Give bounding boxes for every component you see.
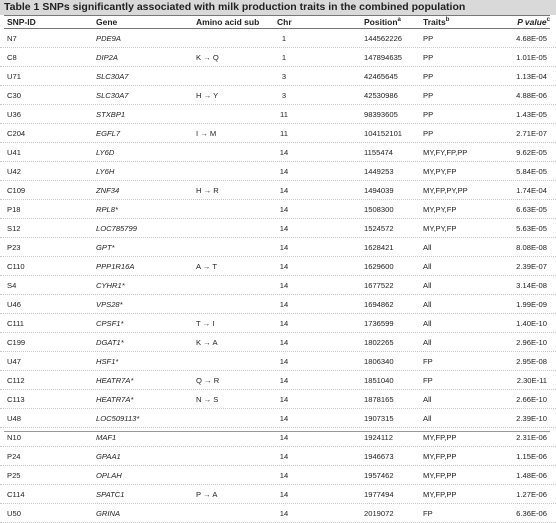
gene-cell: SLC30A7 xyxy=(96,72,129,81)
traits-cell: All xyxy=(423,300,432,309)
amino-acid-sub-cell: H → Y xyxy=(196,91,219,100)
gene-cell: LOC509113* xyxy=(96,414,140,423)
chr-cell: 11 xyxy=(280,110,288,119)
traits-cell: MY,FP,PP xyxy=(423,490,457,499)
p-value-cell: 1.01E-05 xyxy=(516,53,547,62)
snp-id-cell: C111 xyxy=(7,319,25,328)
chr-cell: 14 xyxy=(279,414,289,423)
chr-cell: 14 xyxy=(279,243,289,252)
amino-acid-sub-cell: A → T xyxy=(196,262,217,271)
position-cell: 1946673 xyxy=(364,452,394,461)
table-row xyxy=(0,48,556,67)
p-value-cell: 2.30E-11 xyxy=(516,376,547,385)
snp-id-cell: U46 xyxy=(7,300,21,309)
position-cell: 1449253 xyxy=(364,167,394,176)
traits-cell: PP xyxy=(423,72,434,81)
traits-cell: All xyxy=(423,319,432,328)
position-cell: 1508300 xyxy=(364,205,394,214)
snp-id-cell: C114 xyxy=(7,490,25,499)
position-cell: 1806340 xyxy=(364,357,394,366)
position-cell: 1977494 xyxy=(364,490,394,499)
traits-cell: MY,FP,PP xyxy=(423,433,457,442)
snp-id-cell: N10 xyxy=(7,433,21,442)
p-value-cell: 2.31E-06 xyxy=(516,433,547,442)
gene-cell: LY6D xyxy=(96,148,115,157)
chr-cell: 14 xyxy=(279,490,289,499)
position-cell: 1494039 xyxy=(364,186,394,195)
position-cell: 1628421 xyxy=(364,243,394,252)
gene-cell: MAF1 xyxy=(96,433,117,442)
table-row xyxy=(0,333,556,352)
table-row xyxy=(0,257,556,276)
snp-id-cell: U48 xyxy=(7,414,21,423)
position-cell: 1851040 xyxy=(364,376,394,385)
position-cell: 42465645 xyxy=(364,72,398,81)
amino-acid-sub-cell: Q → R xyxy=(196,376,220,385)
chr-cell: 14 xyxy=(279,205,289,214)
chr-cell: 3 xyxy=(281,72,287,81)
table-row xyxy=(0,67,556,86)
chr-cell: 14 xyxy=(279,471,289,480)
traits-cell: PP xyxy=(423,91,434,100)
traits-cell: MY,PY,FP xyxy=(423,205,457,214)
snp-id-cell: P24 xyxy=(7,452,21,461)
chr-cell: 14 xyxy=(279,452,289,461)
table-row xyxy=(0,314,556,333)
header-traits: Traits$^b$ xyxy=(423,17,450,27)
gene-cell: VPS28* xyxy=(96,300,123,309)
snp-id-cell: S4 xyxy=(7,281,17,290)
chr-cell: 14 xyxy=(279,148,289,157)
snp-id-cell: U47 xyxy=(7,357,21,366)
p-value-cell: 2.96E-10 xyxy=(516,338,547,347)
amino-acid-sub-cell: K → Q xyxy=(196,53,219,62)
table-row xyxy=(0,238,556,257)
p-value-cell: 2.71E-07 xyxy=(516,129,547,138)
gene-cell: HSF1* xyxy=(96,357,119,366)
chr-cell: 14 xyxy=(279,433,289,442)
table-row xyxy=(0,352,556,371)
gene-cell: PPP1R16A xyxy=(96,262,135,271)
chr-cell: 11 xyxy=(280,129,288,138)
position-cell: 42530986 xyxy=(364,91,398,100)
snp-id-cell: P18 xyxy=(7,205,21,214)
traits-cell: All xyxy=(423,414,432,423)
traits-cell: MY,PY,FP xyxy=(423,167,457,176)
table-row xyxy=(0,200,556,219)
gene-cell: SLC30A7 xyxy=(96,91,129,100)
traits-cell: MY,FP,PP xyxy=(423,452,457,461)
gene-cell: HEATR7A* xyxy=(96,395,134,404)
header-amino-acid-sub: Amino acid sub xyxy=(196,17,260,27)
table-row xyxy=(0,86,556,105)
snp-id-cell: U50 xyxy=(7,509,21,518)
traits-cell: FP xyxy=(423,357,433,366)
table-row xyxy=(0,390,556,409)
snp-id-cell: P23 xyxy=(7,243,21,252)
traits-cell: MY,FP,PY,PP xyxy=(423,186,468,195)
p-value-cell: 2.39E-10 xyxy=(516,414,547,423)
p-value-cell: 6.36E-06 xyxy=(516,509,547,518)
snp-id-cell: C112 xyxy=(7,376,25,385)
header-gene: Gene xyxy=(96,17,118,27)
snp-id-cell: C109 xyxy=(7,186,26,195)
p-value-cell: 5.84E-05 xyxy=(516,167,547,176)
gene-cell: PDE9A xyxy=(96,34,121,43)
amino-acid-sub-cell: H → R xyxy=(196,186,219,195)
p-value-cell: 4.68E-05 xyxy=(516,34,547,43)
traits-cell: MY,PY,FP xyxy=(423,224,457,233)
position-cell: 1802265 xyxy=(364,338,394,347)
traits-cell: PP xyxy=(423,53,434,62)
chr-cell: 14 xyxy=(279,357,289,366)
table-row xyxy=(0,371,556,390)
snp-id-cell: C204 xyxy=(7,129,26,138)
traits-cell: All xyxy=(423,338,432,347)
snp-id-cell: C30 xyxy=(7,91,21,100)
gene-cell: LOC785799 xyxy=(96,224,137,233)
gene-cell: GPAA1 xyxy=(96,452,121,461)
position-cell: 1155474 xyxy=(364,148,393,157)
table-title: Table 1 SNPs significantly associated with milk production traits in the combined population xyxy=(4,1,466,13)
p-value-cell: 1.40E-10 xyxy=(516,319,547,328)
header-p-value-footnote: c xyxy=(546,17,550,24)
table-row xyxy=(0,409,556,428)
position-cell: 147894635 xyxy=(364,53,403,62)
table-title-bar xyxy=(0,0,556,15)
bottom-rule xyxy=(4,431,550,432)
position-cell: 1736599 xyxy=(364,319,394,328)
p-value-cell: 1.74E-04 xyxy=(516,186,547,195)
traits-cell: FP xyxy=(423,509,433,518)
p-value-cell: 9.62E-05 xyxy=(516,148,547,157)
position-cell: 1878165 xyxy=(364,395,394,404)
position-cell: 1924112 xyxy=(364,433,393,442)
table-row xyxy=(0,504,556,523)
snp-id-cell: U41 xyxy=(7,148,21,157)
chr-cell: 14 xyxy=(279,281,289,290)
snp-id-cell: U42 xyxy=(7,167,21,176)
gene-cell: DIP2A xyxy=(96,53,118,62)
chr-cell: 14 xyxy=(279,300,289,309)
gene-cell: EGFL7 xyxy=(96,129,121,138)
traits-cell: PP xyxy=(423,110,434,119)
position-cell: 1629600 xyxy=(364,262,394,271)
amino-acid-sub-cell: K → A xyxy=(196,338,218,347)
header-chr: Chr xyxy=(277,17,292,27)
p-value-cell: 3.14E-08 xyxy=(516,281,547,290)
table-row xyxy=(0,29,556,48)
table-row xyxy=(0,276,556,295)
p-value-cell: 1.27E-06 xyxy=(516,490,547,499)
traits-cell: FP xyxy=(423,376,433,385)
table-row xyxy=(0,143,556,162)
traits-cell: All xyxy=(423,395,432,404)
gene-cell: CPSF1* xyxy=(96,319,124,328)
gene-cell: RPL8* xyxy=(96,205,118,214)
snp-id-cell: U71 xyxy=(7,72,21,81)
p-value-cell: 5.63E-05 xyxy=(516,224,547,233)
amino-acid-sub-cell: P → A xyxy=(196,490,218,499)
p-value-cell: 1.48E-06 xyxy=(516,471,547,480)
gene-cell: GRINA xyxy=(96,509,121,518)
gene-cell: SPATC1 xyxy=(96,490,125,499)
chr-cell: 14 xyxy=(279,338,289,347)
chr-cell: 1 xyxy=(281,34,287,43)
table-row xyxy=(0,124,556,143)
snp-id-cell: C199 xyxy=(7,338,26,347)
position-cell: 1677522 xyxy=(364,281,394,290)
p-value-cell: 2.39E-07 xyxy=(516,262,547,271)
table-body xyxy=(0,29,556,523)
table-row xyxy=(0,485,556,504)
header-position-footnote: a xyxy=(397,17,401,24)
chr-cell: 14 xyxy=(279,319,289,328)
p-value-cell: 6.63E-05 xyxy=(516,205,547,214)
traits-cell: MY,FP,PP xyxy=(423,471,457,480)
traits-cell: MY,FY,FP,PP xyxy=(423,148,468,157)
gene-cell: GPT* xyxy=(96,243,115,252)
position-cell: 98393605 xyxy=(364,110,398,119)
p-value-cell: 2.66E-10 xyxy=(516,395,547,404)
chr-cell: 14 xyxy=(279,186,289,195)
snp-id-cell: C8 xyxy=(7,53,17,62)
traits-cell: All xyxy=(423,281,432,290)
chr-cell: 14 xyxy=(279,509,289,518)
position-cell: 1907315 xyxy=(364,414,394,423)
gene-cell: STXBP1 xyxy=(96,110,126,119)
snp-id-cell: U36 xyxy=(7,110,21,119)
chr-cell: 3 xyxy=(281,91,287,100)
gene-cell: CYHR1* xyxy=(96,281,125,290)
position-cell: 1694862 xyxy=(364,300,394,309)
snp-id-cell: C113 xyxy=(7,395,25,404)
chr-cell: 14 xyxy=(279,395,289,404)
position-cell: 1524572 xyxy=(364,224,394,233)
chr-cell: 14 xyxy=(279,376,289,385)
p-value-cell: 8.08E-08 xyxy=(516,243,547,252)
traits-cell: PP xyxy=(423,129,434,138)
header-snp-id: SNP-ID xyxy=(7,17,36,27)
table-row xyxy=(0,181,556,200)
table-row xyxy=(0,295,556,314)
traits-cell: All xyxy=(423,262,432,271)
position-cell: 104152101 xyxy=(364,129,403,138)
amino-acid-sub-cell: T → I xyxy=(196,319,215,328)
traits-cell: All xyxy=(423,243,432,252)
gene-cell: ZNF34 xyxy=(96,186,120,195)
header-traits-footnote: b xyxy=(445,17,450,24)
gene-cell: DGAT1* xyxy=(96,338,124,347)
gene-cell: LY6H xyxy=(96,167,115,176)
snp-id-cell: P25 xyxy=(7,471,21,480)
p-value-cell: 1.99E-09 xyxy=(516,300,547,309)
chr-cell: 14 xyxy=(279,262,289,271)
p-value-cell: 1.15E-06 xyxy=(516,452,547,461)
position-cell: 144562226 xyxy=(364,34,403,43)
table-row xyxy=(0,162,556,181)
chr-cell: 14 xyxy=(279,224,289,233)
chr-cell: 1 xyxy=(281,53,287,62)
p-value-cell: 2.95E-08 xyxy=(516,357,547,366)
table-row xyxy=(0,447,556,466)
p-value-cell: 1.43E-05 xyxy=(516,110,547,119)
gene-cell: OPLAH xyxy=(96,471,122,480)
p-value-cell: 1.13E-04 xyxy=(516,72,547,81)
table-row xyxy=(0,466,556,485)
snp-id-cell: C110 xyxy=(7,262,25,271)
chr-cell: 14 xyxy=(279,167,289,176)
table-row xyxy=(0,105,556,124)
header-position: Position$^a$ xyxy=(364,17,401,27)
position-cell: 2019072 xyxy=(364,509,394,518)
header-p-value: P value$^c$ xyxy=(517,17,550,27)
p-value-cell: 4.88E-06 xyxy=(516,91,547,100)
amino-acid-sub-cell: I → M xyxy=(196,129,217,138)
amino-acid-sub-cell: N → S xyxy=(196,395,219,404)
snp-id-cell: N7 xyxy=(7,34,17,43)
table-row xyxy=(0,219,556,238)
gene-cell: HEATR7A* xyxy=(96,376,134,385)
traits-cell: PP xyxy=(423,34,434,43)
position-cell: 1957462 xyxy=(364,471,394,480)
snp-id-cell: S12 xyxy=(7,224,21,233)
